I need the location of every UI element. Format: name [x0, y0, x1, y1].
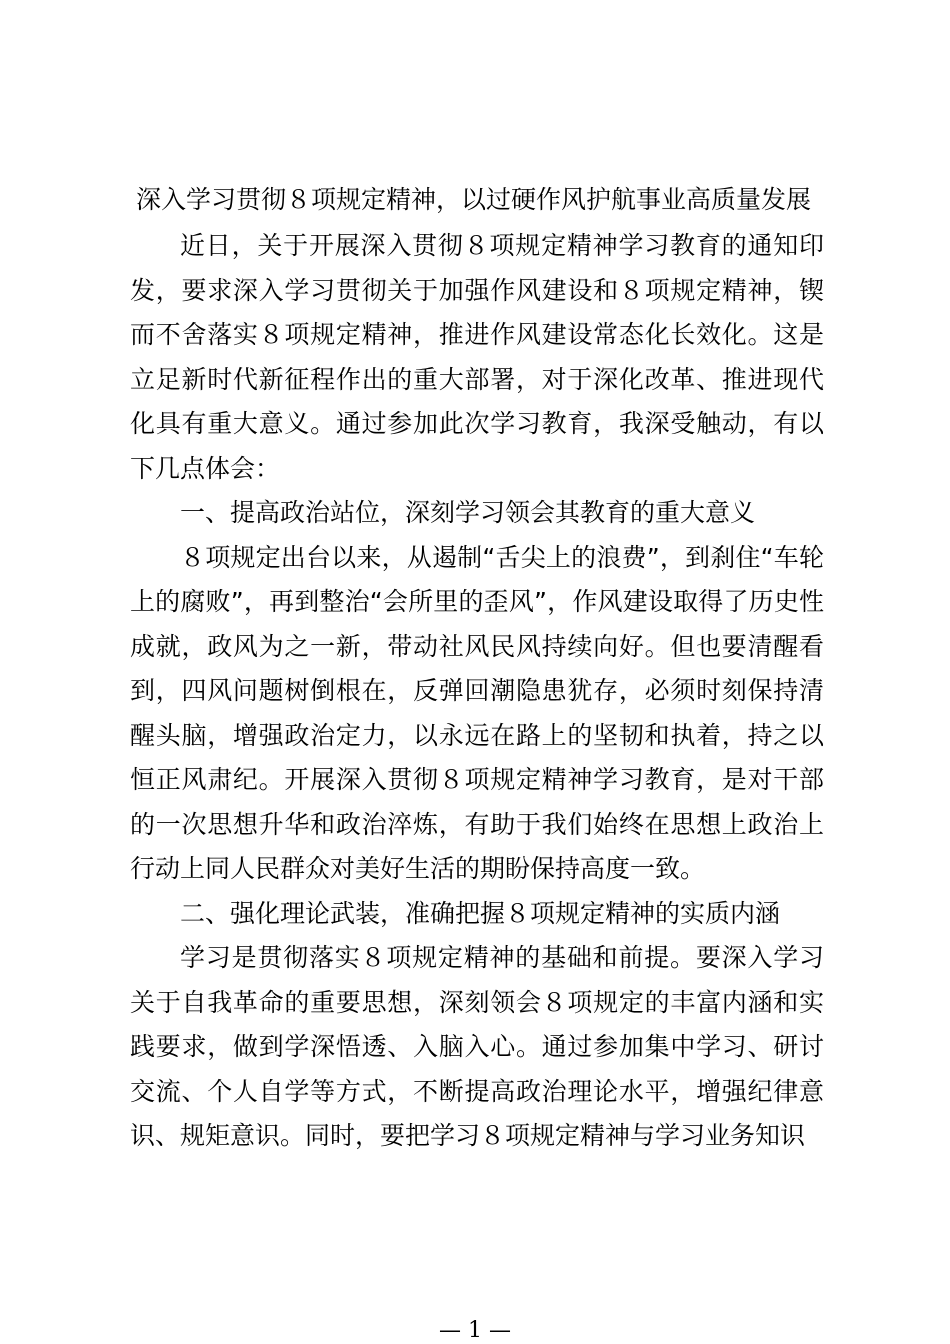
page-number: — 1 —: [439, 1318, 511, 1343]
intro-paragraph: 近日，关于开展深入贯彻８项规定精神学习教育的通知印发，要求深入学习贯彻关于加强作风建设和８项规定精神，锲而不舍落实８项规定精神，推进作风建设常态化长效化。这是立足新时代新征程作出的重大部署，对于深化改革、推进现代化具有重大意义。通过参加此次学习教育，我深受触动，有以下几点体会：: [130, 231, 824, 483]
section-1-paragraph: ８项规定出台以来，从遏制“舌尖上的浪费”，到刹住“车轮上的腐败”，再到整治“会所里的歪风”，作风建设取得了历史性成就，政风为之一新，带动社风民风持续向好。但也要清醒看到，四风问题树倒根在，反弹回潮隐患犹存，必须时刻保持清醒头脑，增强政治定力，以永远在路上的坚韧和执着，持之以恒正风肃纪。开展深入贯彻８项规定精神学习教育，是对干部的一次思想升华和政治淬炼，有助于我们始终在思想上政治上行动上同人民群众对美好生活的期盼保持高度一致。: [130, 542, 824, 883]
section-heading-2: 二、强化理论武装，准确把握８项规定精神的实质内涵: [180, 898, 781, 928]
section-2-paragraph: 学习是贯彻落实８项规定精神的基础和前提。要深入学习关于自我革命的重要思想，深刻领会８项规定的丰富内涵和实践要求，做到学深悟透、入脑入心。通过参加集中学习、研讨交流、个人自学等方式，不断提高政治理论水平，增强纪律意识、规矩意识。同时，要把学习８项规定精神与学习业务知识: [130, 943, 824, 1150]
document-body: [130, 180, 824, 1159]
document-title: 深入学习贯彻８项规定精神，以过硬作风护航事业高质量发展: [136, 185, 812, 214]
section-heading-1: 一、提高政治站位，深刻学习领会其教育的重大意义: [180, 498, 756, 527]
